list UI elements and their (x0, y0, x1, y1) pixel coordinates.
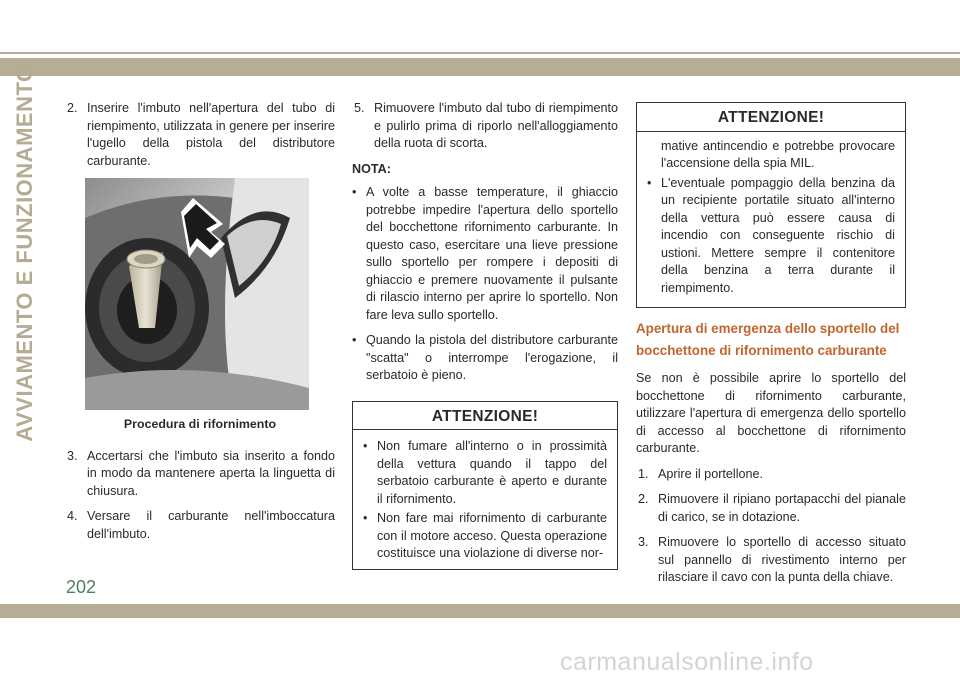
warning-continued-text (647, 138, 895, 173)
section-intro: Se non è possibile aprire lo sportello del bocchettone di rifornimento carburante, utilizzare l'apertura di emergenza dello sportello di accesso al bocchettone di rifornimento carburante. (636, 371, 906, 455)
refueling-photo (85, 178, 309, 410)
step-5 (352, 100, 618, 153)
top-header-band (0, 0, 960, 76)
warning-bullet-text: Non fumare all'interno o in prossimità della vettura quando il tappo del serbatoio carburante è aperto e durante il rifornimento. (377, 439, 607, 506)
warning-continued-text-span: mative antincendio e potrebbe provocare l'accensione della spia MIL. (661, 138, 895, 170)
watermark-text: carmanualsonline.info (560, 648, 814, 676)
emergency-step-1-text: Aprire il portellone. (658, 466, 763, 481)
warning-title: ATTENZIONE! (637, 103, 905, 132)
nota-bullet-text: Quando la pistola del distributore carburante "scatta" o interrompe l'erogazione, il serbatoio è pieno. (366, 333, 618, 382)
emergency-step-3-text: Rimuovere lo sportello di accesso situato sul pannello di rivestimento interno per rilasciare il cavo con la punta della chiave. (658, 535, 906, 584)
bullet-dot-icon: • (363, 511, 368, 525)
emergency-step-3-number: 3. (638, 535, 649, 549)
warning-body (353, 430, 617, 569)
warning-box-continued (636, 102, 906, 308)
chapter-side-title-text: AVVIAMENTO E FUNZIONAMENTO (12, 64, 37, 442)
step-2-text: Inserire l'imbuto nell'apertura del tubo di riempimento, utilizzata in genere per inserire l'ugello della pistola del distributore carburante. (87, 101, 335, 168)
page-number: 202 (66, 577, 97, 597)
header-thin-rule (0, 52, 960, 54)
refueling-funnel-image (85, 178, 309, 410)
bullet-dot-icon: • (363, 439, 368, 453)
emergency-step-1 (636, 466, 906, 484)
step-4-text: Versare il carburante nell'imboccatura dell'imbuto. (87, 509, 335, 541)
emergency-step-2-number: 2. (638, 492, 649, 506)
step-3-text: Accertarsi che l'imbuto sia inserito a fondo in modo da mantenere aperta la linguetta di chiusura. (87, 448, 335, 498)
photo-caption: Procedura di rifornimento (123, 417, 277, 431)
warning-box (352, 401, 618, 570)
step-5-text: Rimuovere l'imbuto dal tubo di riempimento e pulirlo prima di riporlo nell'alloggiamento della ruota di scorta. (374, 101, 618, 150)
nota-bullet-text: A volte a basse temperature, il ghiaccio potrebbe impedire l'apertura dello sportello del bocchettone rifornimento carburante. In questo caso, esercitare una lieve pressione sullo sportello per rompere i depositi di ghiaccio e premere nuovamente il pulsante di rilascio interno per aprire lo sportello. Non fare leva sullo sportello. (366, 185, 618, 322)
header-bar (0, 58, 960, 76)
section-title: Apertura di emergenza dello sportello del bocchettone di rifornimento carburante (636, 321, 900, 358)
bullet-dot-icon: • (352, 333, 357, 347)
column-2 (352, 100, 618, 570)
nota-bullet (352, 332, 618, 385)
chapter-side-title (4, 64, 44, 442)
bullet-dot-icon: • (647, 175, 652, 190)
step-4-number: 4. (67, 509, 78, 523)
nota-bullet (352, 184, 618, 324)
emergency-step-3 (636, 534, 906, 587)
warning-bullet (363, 438, 607, 508)
nota-label: NOTA: (352, 161, 391, 176)
emergency-step-2-text: Rimuovere il ripiano portapacchi del pianale di carico, se in dotazione. (658, 492, 906, 524)
step-3 (65, 448, 335, 501)
warning-title: ATTENZIONE! (353, 402, 617, 431)
warning-bullet-text: Non fare mai rifornimento di carburante con il motore acceso. Questa operazione costituisce una violazione di diverse nor- (377, 511, 607, 560)
step-2 (65, 100, 335, 170)
emergency-step-2 (636, 491, 906, 526)
column-1 (65, 100, 335, 551)
step-3-number: 3. (67, 448, 78, 463)
step-4 (65, 508, 335, 543)
step-2-number: 2. (67, 101, 78, 115)
warning-bullet (647, 175, 895, 298)
warning-bullet-text: L'eventuale pompaggio della benzina da un recipiente portatile situato all'interno della vettura può essere causa di incendio con conseguente rischio di ustioni. Mettere sempre il contenitore della benzina a terra durante il riempimento. (661, 175, 895, 295)
bullet-dot-icon: • (352, 185, 357, 199)
warning-bullet (363, 510, 607, 563)
column-3 (636, 102, 906, 595)
warning-body (637, 132, 905, 308)
footer-area (0, 618, 960, 678)
step-5-number: 5. (354, 101, 365, 115)
emergency-step-1-number: 1. (638, 466, 649, 481)
